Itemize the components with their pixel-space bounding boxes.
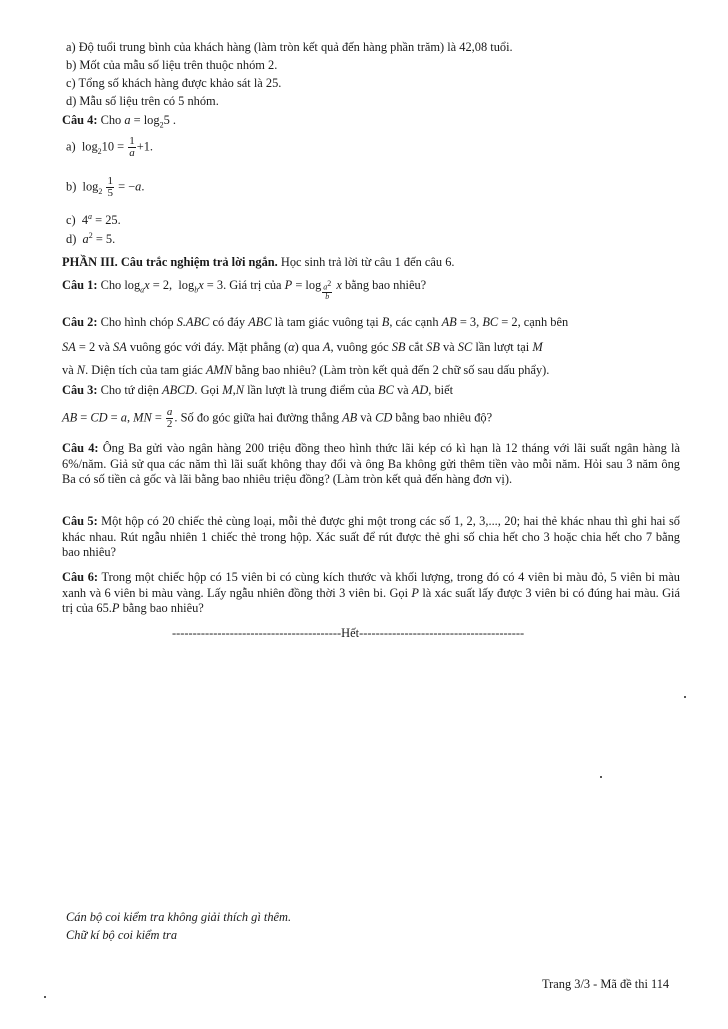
question-label: Câu 3:	[62, 383, 98, 397]
question-text: và	[357, 410, 376, 425]
scan-speck	[44, 996, 46, 998]
question-text: bằng bao nhiêu độ?	[392, 410, 493, 425]
question-text: bằng bao nhiêu?	[119, 601, 204, 615]
question-text: Trong một chiếc hộp có 15 viên bi có cùng kích thước và khối lượng, trong đó có 4 viên bi màu đỏ, 5 viên bi màu xanh và 6 viên bi màu vàng. Lấy ngẫu nhiên đồng thời 3 viên bi. Gọi	[62, 570, 680, 600]
question-2-line2: SA = 2 và SA vuông góc với đáy. Mặt phẳng (α) qua A, vuông góc SB cắt SB và SC lần lượt tại M	[62, 340, 543, 354]
question-3-line2: AB = CD = a, MN = $\frac{a}{2}$ . Số đo góc giữa hai đường thẳng AB và CD bằng bao nhiêu độ?	[62, 406, 493, 430]
question-6: Câu 6: Trong một chiếc hộp có 15 viên bi có cùng kích thước và khối lượng, trong đó có 4 viên bi màu đỏ, 5 viên bi màu xanh và 6 viên bi màu vàng. Lấy ngẫu nhiên đồng thời 3 viên bi. Gọi P là xác suất lấy được 3 viên bi có đúng hai màu. Giá trị của 65.P bằng bao nhiêu?	[62, 570, 680, 615]
question-text: Cho	[97, 278, 125, 292]
question-label: Câu 4:	[62, 113, 98, 127]
question-text: . Diện tích của tam giác	[85, 363, 206, 377]
question-1: Câu 1: Cho $\log_ax = 2$, $\log_bx = 3$. Giá trị của P = log $_{\frac{a^2}{b}}$ x bằng bao nhiêu?	[62, 278, 427, 301]
question-text: cắt	[405, 340, 427, 354]
option-c: c) Tổng số khách hàng được khảo sát là 25.	[66, 76, 282, 90]
invigilator-note: Cán bộ coi kiểm tra không giải thích gì thêm.	[66, 910, 292, 924]
section-instruction: Học sinh trả lời từ câu 1 đến câu 6.	[277, 255, 455, 269]
statement-label: a)	[66, 139, 76, 154]
question-2-line1: Câu 2: Cho hình chóp S.ABC có đáy ABC là tam giác vuông tại B, các cạnh AB = 3, BC = 2, cạnh bên	[62, 315, 569, 329]
question-text: Số đo góc giữa hai đường thẳng	[177, 410, 343, 425]
statement-label: d)	[66, 232, 77, 247]
invigilator-signature-label: Chữ kí bộ coi kiểm tra	[66, 928, 178, 942]
question-text: có đáy	[209, 315, 249, 329]
question-text: , cạnh bên	[517, 315, 569, 329]
question-label: Câu 6:	[62, 570, 99, 584]
statement-c: c) $4^a = 25$.	[66, 212, 121, 228]
question-5	[62, 514, 680, 561]
question-label: Câu 2:	[62, 315, 98, 329]
page-number: Trang 3/3 - Mã đề thi 114	[542, 977, 670, 991]
question-text: lần lượt tại	[472, 340, 533, 354]
question-text: . Gọi	[194, 383, 223, 397]
statement-label: b)	[66, 179, 77, 194]
section-title: PHẦN III. Câu trắc nghiệm trả lời ngắn.	[62, 255, 278, 269]
question-text: Cho	[100, 113, 125, 127]
question-text: , vuông góc	[330, 340, 392, 354]
question-text: bằng bao nhiêu?	[341, 278, 427, 292]
question-4	[62, 441, 680, 488]
question-text: và	[95, 340, 114, 354]
question-text: qua	[298, 340, 323, 354]
part3-heading	[62, 255, 455, 271]
question-text: và	[393, 383, 412, 397]
question-label: Câu 5:	[62, 514, 98, 528]
option-a: a) Độ tuổi trung bình của khách hàng (làm tròn kết quả đến hàng phần trăm) là 42,08 tuổi.	[66, 40, 513, 54]
scan-speck	[600, 776, 602, 778]
scan-speck	[684, 696, 686, 698]
question-text: vuông góc với đáy. Mặt phẳng	[126, 340, 284, 354]
question-text: Cho hình chóp	[97, 315, 177, 329]
question-3-line1: Câu 3: Cho tứ diện ABCD. Gọi M,N lần lượt là trung điểm của BC và AD, biết	[62, 383, 454, 397]
question-label: Câu 1:	[62, 278, 98, 292]
question-text: lần lượt là trung điểm của	[243, 383, 379, 397]
question-text: Một hộp có 20 chiếc thẻ cùng loại, mỗi thẻ được ghi một trong các số 1, 2, 3,..., 20; hai thẻ khác nhau thì ghi hai số khác nhau. Rút ngẫu nhiên 1 chiếc thẻ trong hộp. Xác suất để rút được thẻ ghi số chia hết cho 3 hoặc chia hết cho 7 bằng bao nhiêu?	[62, 514, 680, 559]
question-text: Giá trị của	[226, 278, 285, 292]
statement-d: d) $a^2 = 5$.	[66, 231, 116, 247]
statement-a: a) $\log_210$ = $\frac{1}{a}$ +1.	[66, 135, 154, 159]
end-marker: -----------------------------------------Hết----------------------------------------	[172, 626, 525, 640]
question-text: và	[439, 340, 458, 354]
question-text: Cho tứ diện	[97, 383, 163, 397]
option-d: d) Mẫu số liệu trên có 5 nhóm.	[66, 94, 219, 108]
question-text: là xác suất lấy được 3 viên bi có đúng hai màu. Giá trị của	[62, 585, 680, 615]
statement-b: b) $\log_2$ $\frac{1}{5}$ = −a.	[66, 175, 145, 199]
question-text: và	[62, 363, 77, 377]
question-text: , biết	[428, 383, 454, 397]
question-text: Ông Ba gửi vào ngân hàng 200 triệu đồng theo hình thức lãi kép có kì hạn là 12 tháng với lãi suất ngân hàng là 6%/năm. Giả sử qua các năm thì lãi suất không thay đổi và ông Ba không gửi thêm tiền vào mỗi năm. Hỏi sau 3 năm ông Ba có số tiền cả gốc và lãi bằng bao nhiêu triệu đồng? (Làm tròn kết quả đến hàng đơn vị).	[62, 441, 680, 486]
option-b: b) Mốt của mẫu số liệu trên thuộc nhóm 2.	[66, 58, 278, 72]
question-text: bằng bao nhiêu? (Làm tròn kết quả đến 2 chữ số sau dấu phẩy).	[231, 363, 550, 377]
question-2-line3: và N. Diện tích của tam giác AMN bằng bao nhiêu? (Làm tròn kết quả đến 2 chữ số sau dấu phẩy).	[62, 363, 550, 377]
question-4-stem: Câu 4: Cho $a = \log_25$ .	[62, 113, 176, 130]
question-label: Câu 4:	[62, 441, 99, 455]
question-text: , các cạnh	[389, 315, 442, 329]
statement-label: c)	[66, 213, 76, 228]
question-text: là tam giác vuông tại	[271, 315, 382, 329]
